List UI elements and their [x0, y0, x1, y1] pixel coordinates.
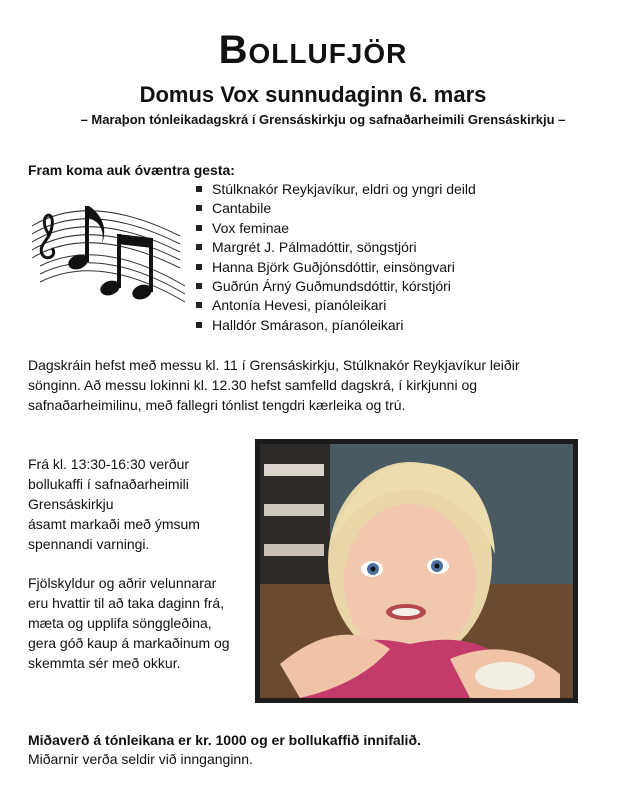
- cafe-paragraph: [28, 454, 243, 554]
- text-line: bollukaffi í safnaðarheimili: [28, 476, 189, 492]
- text-line: Frá kl. 13:30-16:30 verður: [28, 456, 190, 472]
- child-photo: [255, 439, 578, 703]
- price-text: Miðaverð á tónleikana er kr. 1000 og er bollukaffið innifalið.: [28, 732, 421, 748]
- list-item: Guðrún Árný Guðmundsdóttir, kórstjóri: [196, 277, 476, 296]
- list-item: Antonía Hevesi, píanóleikari: [196, 296, 476, 315]
- text-line: Fjölskyldur og aðrir velunnarar: [28, 575, 217, 591]
- text-line: ásamt markaði með ýmsum: [28, 516, 200, 532]
- event-subtitle: Domus Vox sunnudaginn 6. mars: [139, 82, 487, 107]
- list-item: Margrét J. Pálmadóttir, söngstjóri: [196, 238, 476, 257]
- music-notes-icon: [30, 196, 190, 308]
- text-line: gera góð kaup á markaðinum og: [28, 635, 230, 651]
- text-line: eru hvattir til að taka daginn frá,: [28, 595, 225, 611]
- list-item: Stúlknakór Reykjavíkur, eldri og yngri deild: [196, 180, 476, 199]
- text-line: spennandi varningi.: [28, 536, 150, 552]
- list-item: Hanna Björk Guðjónsdóttir, einsöngvari: [196, 258, 476, 277]
- performers-heading: Fram koma auk óvæntra gesta:: [28, 162, 235, 178]
- text-line: mæta og upplifa sönggleðina,: [28, 615, 212, 631]
- list-item: Halldór Smárason, píanóleikari: [196, 316, 476, 335]
- ticket-sales-text: Miðarnir verða seldir við innganginn.: [28, 751, 253, 767]
- list-item: Cantabile: [196, 199, 476, 218]
- page-title: Bollufjör: [218, 28, 408, 72]
- list-item: Vox feminae: [196, 219, 476, 238]
- text-line: skemmta sér með okkur.: [28, 655, 181, 671]
- performer-list: [196, 180, 476, 335]
- event-tagline: – Maraþon tónleikadagskrá í Grensáskirkju og safnaðarheimili Grensáskirkju –: [80, 112, 566, 127]
- invitation-paragraph: [28, 573, 243, 673]
- program-paragraph: Dagskráin hefst með messu kl. 11 í Grensáskirkju, Stúlknakór Reykjavíkur leiðir sönginn. Að messu lokinni kl. 12.30 hefst samfelld dagskrá, í kirkjunni og safnaðarheimilinu, með fallegri tónlist tengdri kærleika og trú.: [28, 357, 520, 413]
- text-line: Grensáskirkju: [28, 496, 114, 512]
